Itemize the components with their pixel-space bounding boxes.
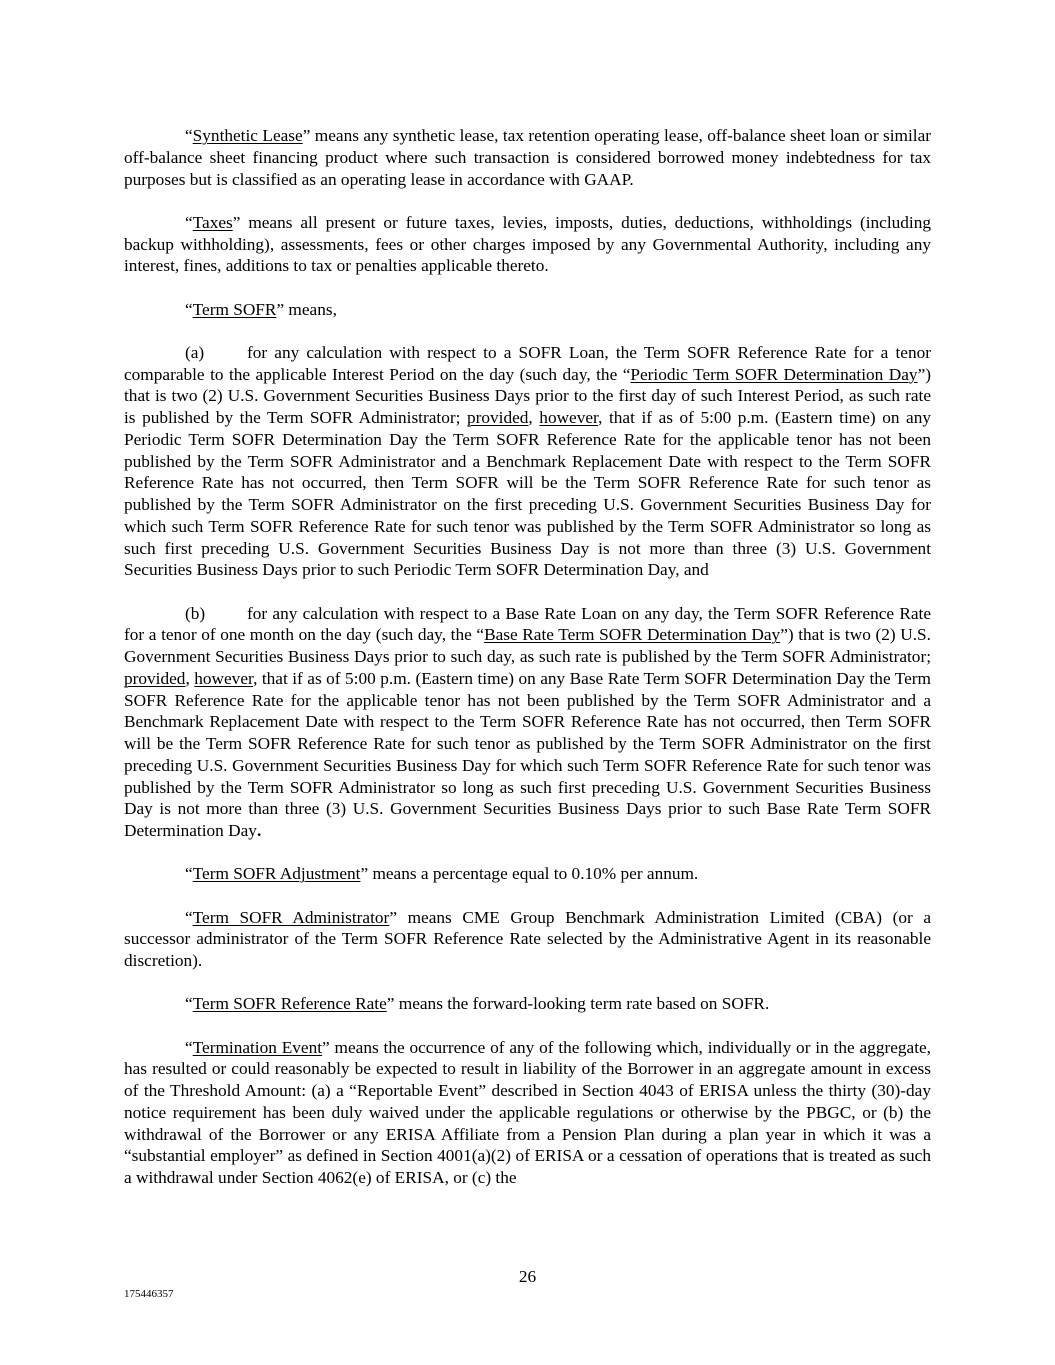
however-term: however — [539, 408, 599, 427]
defined-term: Base Rate Term SOFR Determination Day — [484, 625, 781, 645]
document-body — [124, 125, 931, 1210]
defined-term: Term SOFR Reference Rate — [192, 994, 387, 1014]
defined-term: Term SOFR — [192, 299, 277, 319]
however-term: however — [194, 668, 254, 688]
definition-synthetic-lease: “Synthetic Lease” means any synthetic lease, tax retention operating lease, off-balance sheet loan or similar off-balance sheet financing product where such transaction is considered borrowed money indebtedness for tax purposes but is classified as an operating lease in accordance with GAAP. — [124, 126, 932, 189]
definition-term-sofr-adjustment: “Term SOFR Adjustment” means a percentage equal to 0.10% per annum. — [185, 864, 699, 884]
term-sofr-clause-b: (b) for any calculation with respect to a Base Rate Loan on any day, the Term SOFR Reference Rate for a tenor of one month on the day (such day, the “Base Rate Term SOFR Determination Day”) that is two (2) U.S. Government Securities Business Days prior to such day, as such rate is published by the Term SOFR Administrator; provided, however, that if as of 5:00 p.m. (Eastern time) on any Base Rate Term SOFR Determination Day the Term SOFR Reference Rate for the applicable tenor has not been published by the Term SOFR Administrator and a Benchmark Replacement Date with respect to the Term SOFR Reference Rate has not occurred, then Term SOFR will be the Term SOFR Reference Rate for such tenor as published by the Term SOFR Administrator on the first preceding U.S. Government Securities Business Day for which such Term SOFR Reference Rate for such tenor was published by the Term SOFR Administrator so long as such first preceding U.S. Government Securities Business Day is not more than three (3) U.S. Government Securities Business Days prior to such Base Rate Term SOFR Determination Day. — [124, 603, 932, 840]
clause-label: (b) — [185, 603, 206, 623]
provided-term: provided — [124, 668, 186, 688]
definition-termination-event: “Termination Event” means the occurrence of any of the following which, individually or in the aggregate, has resulted or could reasonably be expected to result in liability of the Borrower in an aggregate amount in excess of the Threshold Amount: (a) a “Reportable Event” described in Section 4043 of ERISA unless the thirty (30)-day notice requirement has been duly waived under the applicable regulations or otherwise by the PBGC, or (b) the withdrawal of the Borrower or any ERISA Affiliate from a Pension Plan during a plan year in which it was a “substantial employer” as defined in Section 4001(a)(2) of ERISA or a cessation of operations that is treated as such a withdrawal under Section 4062(e) of ERISA, or (c) the — [124, 1037, 931, 1187]
definition-term-sofr-administrator: “Term SOFR Administrator” means CME Group Benchmark Administration Limited (CBA) (or a successor administrator of the Term SOFR Reference Rate selected by the Administrative Agent in its reasonable discretion). — [124, 907, 931, 970]
document-id: 175446357 — [124, 1288, 174, 1300]
definition-term-sofr-reference-rate: “Term SOFR Reference Rate” means the forward-looking term rate based on SOFR. — [185, 994, 770, 1014]
defined-term: Termination Event — [192, 1037, 323, 1057]
defined-term: Term SOFR Administrator — [192, 907, 390, 927]
defined-term: Synthetic Lease — [192, 126, 303, 145]
definition-taxes: “Taxes” means all present or future taxes, levies, imposts, duties, deductions, withholdings (including backup withholding), assessments, fees or other charges imposed by any Governmental Authority, including any interest, fines, additions to tax or penalties applicable thereto. — [124, 212, 931, 276]
clause-label: (a) — [185, 342, 205, 362]
definition-term-sofr: “Term SOFR” means, — [185, 299, 337, 319]
term-sofr-clause-a: (a) for any calculation with respect to a SOFR Loan, the Term SOFR Reference Rate for a tenor comparable to the applicable Interest Period on the day (such day, the “Periodic Term SOFR Determination Day”) that is two (2) U.S. Government Securities Business Days prior to the first day of such Interest Period, as such rate is published by the Term SOFR Administrator; provided, however, that if as of 5:00 p.m. (Eastern time) on any Periodic Term SOFR Determination Day the Term SOFR Reference Rate for the applicable tenor has not been published by the Term SOFR Administrator and a Benchmark Replacement Date with respect to the Term SOFR Reference Rate has not occurred, then Term SOFR will be the Term SOFR Reference Rate for such tenor as published by the Term SOFR Administrator on the first preceding U.S. Government Securities Business Day for which such Term SOFR Reference Rate for such tenor was published by the Term SOFR Administrator so long as such first preceding U.S. Government Securities Business Day is not more than three (3) U.S. Government Securities Business Days prior to such Periodic Term SOFR Determination Day, and — [124, 342, 932, 580]
defined-term: Taxes — [192, 212, 233, 232]
defined-term: Periodic Term SOFR Determination Day — [630, 364, 918, 384]
provided-term: provided — [466, 408, 529, 427]
defined-term: Term SOFR Adjustment — [192, 864, 361, 884]
page-number: 26 — [518, 1267, 537, 1286]
